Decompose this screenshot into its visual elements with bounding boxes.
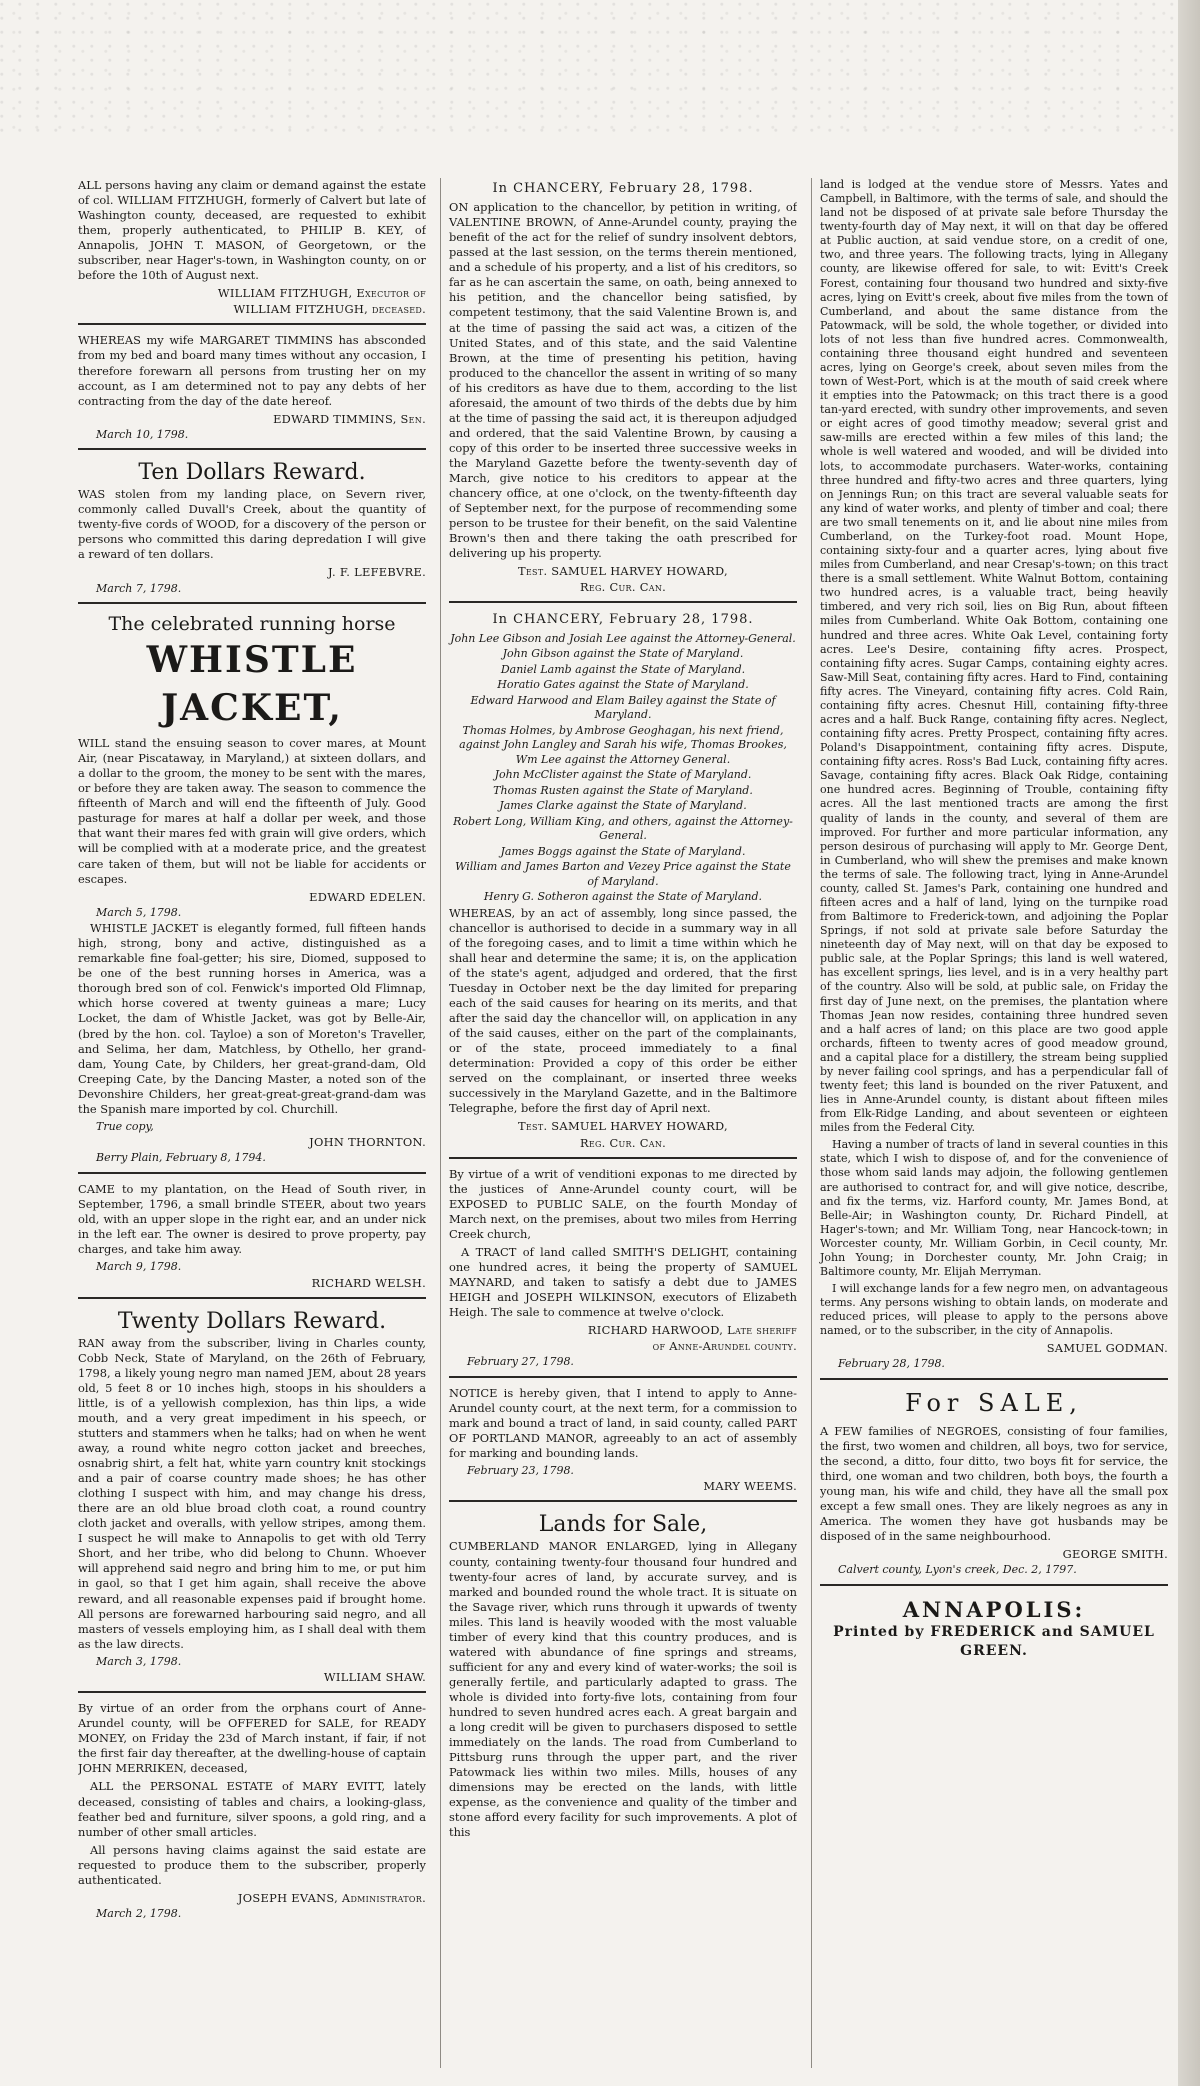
case-line: Henry G. Sotheron against the State of Maryland.: [483, 890, 763, 904]
case-line: James Clarke against the State of Maryland.: [499, 799, 747, 813]
ad-harwood-signature-2: of Anne-Arundel county.: [652, 1339, 797, 1354]
ad-evans: [78, 1701, 426, 1921]
ad-weems-date: February 23, 1798.: [467, 1463, 574, 1477]
case-line: Horatio Gates against the State of Maryland.: [497, 678, 749, 692]
divider: [449, 601, 797, 603]
divider: [449, 1500, 797, 1502]
ad-ten-dollars-text: WAS stolen from my landing place, on Severn river, commonly called Duvall's Creek, about the quantity of twenty-five cords of WOOD, for a discovery of the person or persons who committed this daring depredation I will give a reward of ten dollars.: [78, 487, 426, 562]
ad-ten-dollars-title: Ten Dollars Reward.: [138, 460, 366, 486]
chancery-brown-text: ON application to the chancellor, by petition in writing, of VALENTINE BROWN, of Anne-Arundel county, praying the benefit of the act for the relief of sundry insolvent debtors, passed at the last session, on the terms therein mentioned, and a schedule of his property, and a list of his creditors, so far as he can ascertain the same, on oath, being annexed to his petition, and the chancellor being satisfied, by competent testimony, that the said Valentine Brown is, and at the time of passing the said act was, a citizen of the United States, and of this state, and the said Valentine Brown, at the time of presenting his petition, having produced to the chancellor the assent in writing of so many of his creditors as have due to them, according to the list aforesaid, the amount of two thirds of the debts due by him at the time of passing the said act, it is thereupon adjudged and ordered, that the said Valentine Brown, by causing a copy of this order to be inserted three successive weeks in the Maryland Gazette before the twenty-seventh day of March, give notice to his creditors to appear at the chancery office, at one o'clock, on the twenty-fifteenth day of September next, for the purpose of recommending some person to be trustee for their benefit, on the said Valentine Brown's then and there taking the oath prescribed for delivering up his property.: [449, 200, 797, 561]
ad-weems-text: NOTICE is hereby given, that I intend to apply to Anne-Arundel county court, at the next term, for a commission to mark and bound a tract of land, in said county, called PART OF PORTLAND MANOR, agreeably to an act of assembly for marking and bounding lands.: [449, 1385, 797, 1460]
ad-evans-text-1: By virtue of an order from the orphans court of Anne-Arundel county, will be OFFERED for SALE, for READY MONEY, on Friday the 23d of March instant, if fair, if not the first fair day thereafter, at the dwelling-house of captain JOHN MERRIKEN, deceased,: [78, 1701, 426, 1776]
divider: [78, 448, 426, 450]
case-line: Robert Long, William King, and others, against the Attorney-General.: [453, 814, 793, 843]
ad-harwood: [449, 1167, 797, 1370]
chancery-cases-test: Test. SAMUEL HARVEY HOWARD,: [518, 1119, 728, 1134]
divider: [78, 602, 426, 604]
ad-godman-date: February 28, 1798.: [838, 1357, 945, 1371]
ad-whistle-signature-2: JOHN THORNTON.: [309, 1135, 426, 1150]
ad-harwood-signature-1: RICHARD HARWOOD, Late sheriff: [587, 1323, 797, 1338]
ad-negroes-signature: GEORGE SMITH.: [1062, 1547, 1168, 1562]
ad-chancery-cases: [449, 611, 797, 1150]
columns: [78, 178, 1168, 2068]
ad-negroes-for-sale: [820, 1388, 1168, 1578]
column-3: [811, 178, 1168, 2068]
ad-ten-dollars-signature: J. F. LEFEBVRE.: [328, 565, 426, 580]
ad-negroes-text: A FEW families of NEGROES, consisting of four families, the first, two women and children, all boys, two for service, the second, a ditto, four ditto, two boys fit for service, the third, one woman and two children, both boys, the fourth a young man, his wife and child, they have all the small pox except a few small ones. They are likely negroes as any in America. The women they have got husbands may be disposed of in the same neighbourhood.: [820, 1423, 1168, 1543]
ad-fitzhugh-text: ALL persons having any claim or demand against the estate of col. WILLIAM FITZHUGH, formerly of Calvert but late of Washington county, deceased, are requested to exhibit them, properly authenticated, to PHILIP B. KEY, of Annapolis, JOHN T. MASON, of Georgetown, or the subscriber, near Hager's-town, in Washington county, on or before the 10th of August next.: [78, 178, 426, 283]
chancery-brown-test: Test. SAMUEL HARVEY HOWARD,: [518, 564, 728, 579]
case-line: Edward Harwood and Elam Bailey against the State of Maryland.: [470, 693, 776, 722]
divider: [820, 1584, 1168, 1586]
ad-whistle-true-copy: True copy,: [96, 1119, 154, 1133]
case-line: John McClister against the State of Maryland.: [494, 768, 752, 782]
ad-ten-dollars-date: March 7, 1798.: [96, 581, 182, 595]
page-top-speckle: [0, 0, 1200, 140]
ad-fitzhugh-signature-1: WILLIAM FITZHUGH, Executor of: [217, 286, 426, 301]
ad-twenty-dollars: [78, 1307, 426, 1686]
ad-twenty-dollars-signature: WILLIAM SHAW.: [323, 1670, 426, 1685]
chancery-brown-heading: In CHANCERY, February 28, 1798.: [492, 181, 754, 196]
chancery-cases-reg: Reg. Cur. Can.: [579, 1135, 667, 1150]
ad-twenty-dollars-date: March 3, 1798.: [96, 1654, 182, 1668]
ad-whistle-signature-1: EDWARD EDELEN.: [309, 889, 426, 904]
divider: [78, 1297, 426, 1299]
ad-harwood-text-1: By virtue of a writ of venditioni exponas to me directed by the justices of Anne-Arundel county court, will be EXPOSED to PUBLIC SALE, on the fourth Monday of March next, on the premises, about two miles from Herring Creek church,: [449, 1166, 797, 1241]
ad-chancery-brown: [449, 180, 797, 595]
ad-whistle-date-2: Berry Plain, February 8, 1794.: [96, 1151, 266, 1165]
ad-negroes-date: Calvert county, Lyon's creek, Dec. 2, 1797.: [838, 1563, 1077, 1577]
column-1: [78, 178, 426, 2068]
ad-ten-dollars: [78, 458, 426, 596]
ad-whistle-title: WHISTLE JACKET,: [146, 639, 358, 729]
ad-harwood-text-2: A TRACT of land called SMITH'S DELIGHT, containing one hundred acres, it being the property of SAMUEL MAYNARD, and taken to satisfy a debt due to JAMES HEIGH and JOSEPH WILKINSON, executors of Elizabeth Heigh. The sale to commence at twelve o'clock.: [449, 1244, 797, 1319]
ad-timmins-text: WHEREAS my wife MARGARET TIMMINS has absconded from my bed and board many times without any occasion, I therefore forewarn all persons from trusting her on my account, as I am determined not to pay any debts of her contracting from the day of the date hereof.: [78, 333, 426, 408]
page-edge-shadow: [1178, 0, 1200, 2086]
ad-welsh-date: March 9, 1798.: [96, 1260, 182, 1274]
chancery-brown-reg: Reg. Cur. Can.: [579, 580, 667, 595]
divider: [78, 1691, 426, 1693]
ad-whistle-subtitle: The celebrated running horse: [108, 613, 396, 636]
divider: [820, 1378, 1168, 1380]
ad-twenty-dollars-title: Twenty Dollars Reward.: [117, 1308, 387, 1334]
ad-timmins-signature: EDWARD TIMMINS, Sen.: [273, 411, 426, 426]
ad-welsh-signature: RICHARD WELSH.: [311, 1275, 426, 1290]
case-line: John Gibson against the State of Maryland.: [502, 647, 744, 661]
ad-whistle-text-2: WHISTLE JACKET is elegantly formed, full fifteen hands high, strong, bony and active, distinguished as a remarkable fine foal-getter; his sire, Diomed, supposed to be one of the best running horses in America, was a thorough bred son of col. Fenwick's imported Old Flimnap, which horse covered at twenty guineas a mare; Lucy Locket, the dam of Whistle Jacket, was got by Belle-Air, (bred by the hon. col. Tayloe) a son of Moreton's Traveller, and Selima, her dam, Matchless, by Othello, her grand-dam, Young Cate, by Childers, her great-grand-dam, Old Creeping Cate, by the Dancing Master, a noted son of the Devonshire Childers, her great-great-great-grand-dam was the Spanish mare imported by col. Churchill.: [78, 921, 426, 1116]
ad-weems: [449, 1386, 797, 1495]
case-line: James Boggs against the State of Maryland.: [500, 844, 746, 858]
ad-welsh-text: CAME to my plantation, on the Head of South river, in September, 1796, a small brindle STEER, about two years old, with an upper slope in the right ear, and an under nick in the left ear. The owner is desired to prove property, pay charges, and take him away.: [78, 1181, 426, 1257]
ad-weems-signature: MARY WEEMS.: [703, 1479, 797, 1494]
case-line: Thomas Holmes, by Ambrose Geoghagan, his next friend, against John Langley and Sarah his wife, Thomas Brookes, Wm Lee against the Attorney General.: [459, 723, 787, 766]
ad-godman: [820, 178, 1168, 1372]
ad-evans-text-3: All persons having claims against the said estate are requested to produce them to the subscriber, properly authenticated.: [78, 1842, 426, 1887]
ad-fitzhugh-signature-2: WILLIAM FITZHUGH, deceased.: [233, 302, 426, 317]
divider: [78, 323, 426, 325]
ad-whistle-date-1: March 5, 1798.: [96, 905, 182, 919]
ad-lands-text: CUMBERLAND MANOR ENLARGED, lying in Allegany county, containing twenty-four thousand four hundred and twenty-four acres of land, by accurate survey, and is marked and bounded round the whole tract. It is situate on the Savage river, which runs through it upwards of twenty miles. This land is heavily wooded with the most valuable timber of every kind that this country produces, and is watered with abundance of fine springs and streams, sufficient for any and every kind of water-works; the soil is generally fertile, and particularly adapted to grass. The whole is divided into forty-five lots, containing from four hundred to seven hundred acres each. A great bargain and a long credit will be given to purchasers disposed to settle immediately on the lands. The road from Cumberland to Pittsburg runs through the upper part, and the river Patowmack lies within two miles. Mills, houses of any dimensions may be erected on the lands, with little expense, as the convenience and quality of the timber and stone afford every facility for such improvements. A plot of this: [449, 1539, 797, 1840]
case-line: John Lee Gibson and Josiah Lee against the Attorney-General.: [450, 631, 796, 645]
ad-godman-text-2: Having a number of tracts of land in several counties in this state, which I wish to dispose of, and for the convenience of those whom said lands may adjoin, the following gentlemen are authorised to contract for, and will give notice, describe, and fix the terms, viz. Harford county, Mr. James Bond, at Belle-Air; in Washington county, Dr. Richard Pindell, at Hager's-town; and Mr. William Tong, near Hancock-town; in Worcester county, Mr. William Gorbin, in Cecil county, Mr. John Young; in Dorchester county, Mr. John Craig; in Baltimore county, Mr. Elijah Merryman.: [820, 1138, 1168, 1279]
imprint-city: ANNAPOLIS:: [902, 1596, 1086, 1622]
divider: [78, 1172, 426, 1174]
ad-godman-text-1: land is lodged at the vendue store of Messrs. Yates and Campbell, in Baltimore, with the terms of sale, and should the land not be disposed of at private sale before Thursday the twenty-fourth day of May next, it will on that day be offered at Public auction, at said vendue store, on a credit of one, two, and three years. The following tracts, lying in Allegany county, are likewise offered for sale, to wit: Evitt's Creek Forest, containing four thousand two hundred and sixty-five acres, lying on Evitt's creek, about five miles from the town of Cumberland, and about the same distance from the Patowmack, will be sold, the whole together, or divided into lots of not less than five hundred acres. Commonwealth, containing three thousand eight hundred and seventeen acres, lying on George's creek, about seven miles from the town of West-Port, which is at the mouth of said creek where it empties into the Patowmack; on this tract there is a good tan-yard erected, with sundry other improvements, and seven or eight acres of good timothy meadow; several grist and saw-mills are erected within a few miles of this land; the whole is well watered and wooded, and will be divided into lots, to accommodate purchasers. Water-works, containing three hundred and fifty-two acres and three quarters, lying on Jennings Run; on this tract are several valuable seats for any kind of water works, and plenty of timber and coal; there are two small tenements on it, and lie about nine miles from Cumberland, on the Turkey-foot road. Mount Hope, containing sixty-four and a quarter acres, lying about five miles from Cumberland, and near Cresap's-town; on this tract there is a small settlement. White Walnut Bottom, containing two hundred acres, is a valuable tract, being heavily timbered, and very rich soil, lies on Big Run, about fifteen miles from Cumberland. White Oak Bottom, containing one hundred and three acres. White Oak Level, containing forty acres. Lee's Desire, containing fifty acres. Prospect, containing fifty acres. Sugar Camps, containing eighty acres. Saw-Mill Seat, containing fifty acres. Hard to Find, containing fifty acres. The Vineyard, containing fifty acres. Cold Rain, containing fifty acres. Chesnut Hill, containing fifty-three acres and a half. Buck Range, containing fifty acres. Neglect, containing fifty acres. Pretty Prospect, containing fifty acres. Poland's Disappointment, containing fifty acres. Dispute, containing fifty acres. Ross's Bad Luck, containing fifty acres. Savage, containing fifty acres. Black Oak Ridge, containing one hundred acres. Beginning of Trouble, containing fifty acres. All the last mentioned tracts are among the first quality of lands in the county, and several of them are improved. For further and more particular information, any person desirous of purchasing will apply to Mr. George Dent, in Cumberland, who will shew the premises and make known the terms of sale. The following tract, lying in Anne-Arundel county, called St. James's Park, containing one hundred and fifteen acres and a half of land, lying on the turnpike road from Baltimore to Frederick-town, and adjoining the Poplar Springs, if not sold at private sale before Saturday the nineteenth day of May next, will on that day be exposed to public sale, at the Poplar Springs; this land is well watered, has excellent springs, lies level, and is in a very healthy part of the country. Also will be sold, at public sale, on Friday the first day of June next, on the premises, the plantation where Thomas Jean now resides, containing three hundred seven and a half acres of land; on this place are two good apple orchards, fifteen to twenty acres of good meadow ground, and a capital place for a distillery, the stream being supplied by never failing cool springs, and has a perpendicular fall of twenty feet; this land is bounded on the river Patuxent, and lies in Anne-Arundel county, is distant about fifteen miles from Elk-Ridge Landing, and about seventeen or eighteen miles from the Federal City.: [820, 178, 1168, 1135]
ad-godman-text-3: I will exchange lands for a few negro men, on advantageous terms. Any persons wishing to obtain lands, on moderate and reduced prices, will please to apply to the persons above named, or to the subscriber, in the city of Annapolis.: [820, 1282, 1168, 1338]
ad-evans-text-2: ALL the PERSONAL ESTATE of MARY EVITT, lately deceased, consisting of tables and chairs, a looking-glass, feather bed and furniture, silver spoons, a gold ring, and a number of other small articles.: [78, 1779, 426, 1839]
ad-fitzhugh: [78, 178, 426, 317]
column-2: [440, 178, 797, 2068]
ad-evans-signature: JOSEPH EVANS, Administrator.: [237, 1890, 426, 1905]
ad-twenty-dollars-text: RAN away from the subscriber, living in Charles county, Cobb Neck, State of Maryland, on the 26th of February, 1798, a likely young negro man named JEM, about 28 years old, 5 feet 8 or 10 inches high, stoops in his shoulders a little, is of a yellowish complexion, has thin lips, a wide mouth, and a very great impediment in his speech, or stutters and stammers when he talks; had on when he went away, a round white negro cotton jacket and breeches, osnabrig shirt, a felt hat, white yarn country knit stockings and a pair of coarse country made shoes; he has other clothing I suspect with him, and may change his dress, there are an old blue broad cloth coat, a round country cloth jacket and overalls, with yellow stripes, among them. I suspect he will make to Annapolis to get with old Terry Short, and her tribe, who did belong to Chunn. Whoever will apprehend said negro and bring him to me, or put him in gaol, so that I get him again, shall receive the above reward, and all reasonable expenses paid if brought home. All persons are forewarned harbouring said negro, and all masters of vessels employing him, as I shall deal with them as the law directs.: [78, 1335, 426, 1651]
chancery-cases-heading: In CHANCERY, February 28, 1798.: [492, 612, 754, 628]
ad-whistle-jacket: [78, 612, 426, 1166]
ad-godman-signature: SAMUEL GODMAN.: [1046, 1341, 1168, 1356]
case-line: William and James Barton and Vezey Price against the State of Maryland.: [455, 860, 791, 888]
ad-whistle-text-1: WILL stand the ensuing season to cover mares, at Mount Air, (near Piscataway, in Maryland,) at sixteen dollars, and a dollar to the groom, the money to be sent with the mares, or before they are taken away. The season to commence the fifteenth of March and will end the fifteenth of July. Good pasturage for mares at half a dollar per week, and those that want their mares fed with grain will give orders, which will be complied with at a moderate price, and the greatest care taken of them, but will not be liable for accidents or escapes.: [78, 736, 426, 886]
ad-evans-date: March 2, 1798.: [96, 1906, 182, 1920]
ad-timmins: [78, 333, 426, 442]
ad-lands-for-sale: [449, 1510, 797, 1840]
case-line: Daniel Lamb against the State of Maryland.: [500, 662, 746, 676]
case-line: Thomas Rusten against the State of Maryland.: [493, 783, 753, 797]
ad-timmins-date: March 10, 1798.: [96, 427, 189, 441]
imprint-printers: Printed by FREDERICK and SAMUEL GREEN.: [833, 1624, 1155, 1659]
imprint: [820, 1596, 1168, 1661]
ad-negroes-title: For SALE,: [905, 1388, 1083, 1417]
ad-harwood-date: February 27, 1798.: [467, 1355, 574, 1369]
ad-lands-title: Lands for Sale,: [538, 1512, 708, 1538]
ad-welsh: [78, 1182, 426, 1291]
divider: [449, 1376, 797, 1378]
divider: [449, 1157, 797, 1159]
chancery-cases-text: WHEREAS, by an act of assembly, long since passed, the chancellor is authorised to decide in a summary way in all of the foregoing cases, and to limit a time within which he shall hear and determine the same; it is, on the application of the state's agent, adjudged and ordered, that the first Tuesday in October next be the day limited for preparing each of the said causes for hearing on its merits, and that after the said day the chancellor will, on application in any of the said causes, either on the part of the complainants, or of the state, proceed immediately to a final determination: Provided a copy of this order be either served on the complainant, or inserted three weeks successively in the Maryland Gazette, and in the Baltimore Telegraphe, before the first day of April next.: [449, 905, 797, 1116]
